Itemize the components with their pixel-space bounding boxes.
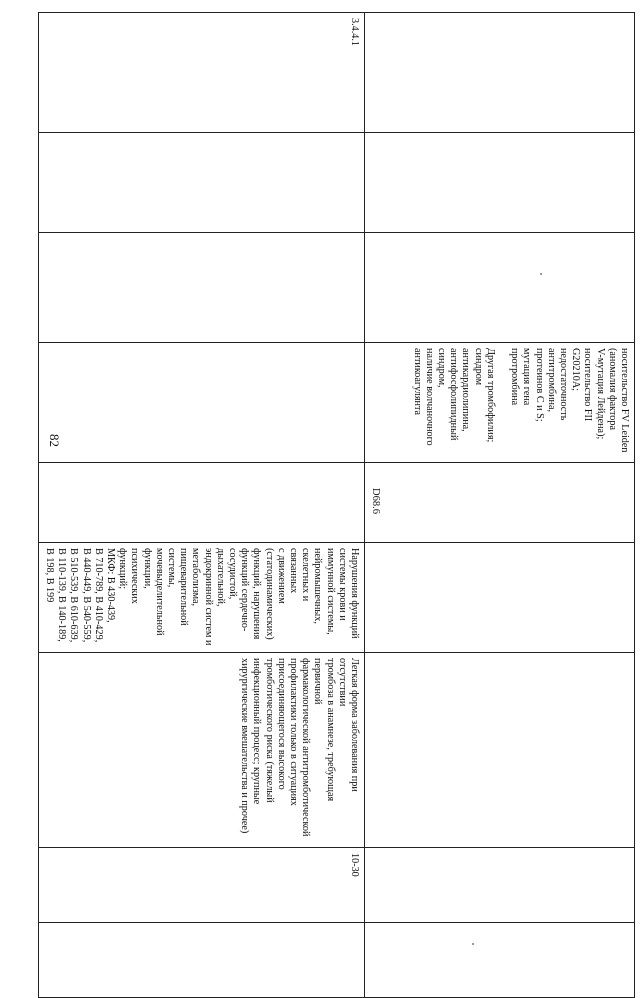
cell-lower-c8 [38, 923, 364, 998]
stray-dot [540, 273, 542, 275]
cell-upper-c6 [365, 653, 635, 848]
table-row-lower [38, 13, 364, 998]
cell-upper-c8 [365, 923, 635, 998]
cell-lower-c1 [38, 133, 364, 233]
stray-dot [472, 943, 474, 945]
cell-lower-c4 [38, 463, 364, 543]
cell-functional-impairments: Нарушения функций системы крови и иммунной системы, нейромышечных, скелетных и связанных с движением (статодинамических) функций, нарушения функций сердечно- сосудистой, дыхательной, эндокринной систем и метаболизма, пищеварительной системы, мочевыделительной функции, психических функций; МКФ: B 430-439, B 710-789, B 410-429, B 440-449, B 540-559, B 510-539, B 610-639, B 110-139, B 140-189, B 198, B 199 [38, 543, 364, 653]
icd-code: D68.6 [370, 488, 382, 514]
cell-upper-c1 [365, 133, 635, 233]
cell-upper-c7 [365, 848, 635, 923]
cell-lower-c2 [38, 233, 364, 343]
cell-lower-c3 [38, 343, 364, 463]
classification-table [38, 12, 635, 998]
cell-percentage-range: 10-30 [38, 848, 364, 923]
cell-diagnosis-list: носительство FV Leiden (аномалия фактора V-мутация Лейдена); носительство FII G20210A; недостаточность антитромбина, протеинов C и S; мутация гена протромбина Другая тромбофилия; синдром антикардиолипина, антифосфолипидный синдром, наличие волчаночного антикоагулянта [365, 343, 635, 463]
table-row-upper [365, 13, 635, 998]
page-number: 82 [47, 434, 62, 447]
cell-icd-code [365, 463, 635, 543]
cell-upper-c2 [365, 233, 635, 343]
cell-upper-c0 [365, 13, 635, 133]
cell-clinical-description: Легкая форма заболевания при отсутствии тромбоза в анамнезе, требующая первичной фармакологической антитромботической профилактики только в ситуациях присоединяющегося высокого тромботического риска (тяжелый инфекционный процесс; крупные хирургические вмешательства и прочее) [38, 653, 364, 848]
cell-upper-c5 [365, 543, 635, 653]
cell-section-number: 3.4.4.1 [38, 13, 364, 133]
